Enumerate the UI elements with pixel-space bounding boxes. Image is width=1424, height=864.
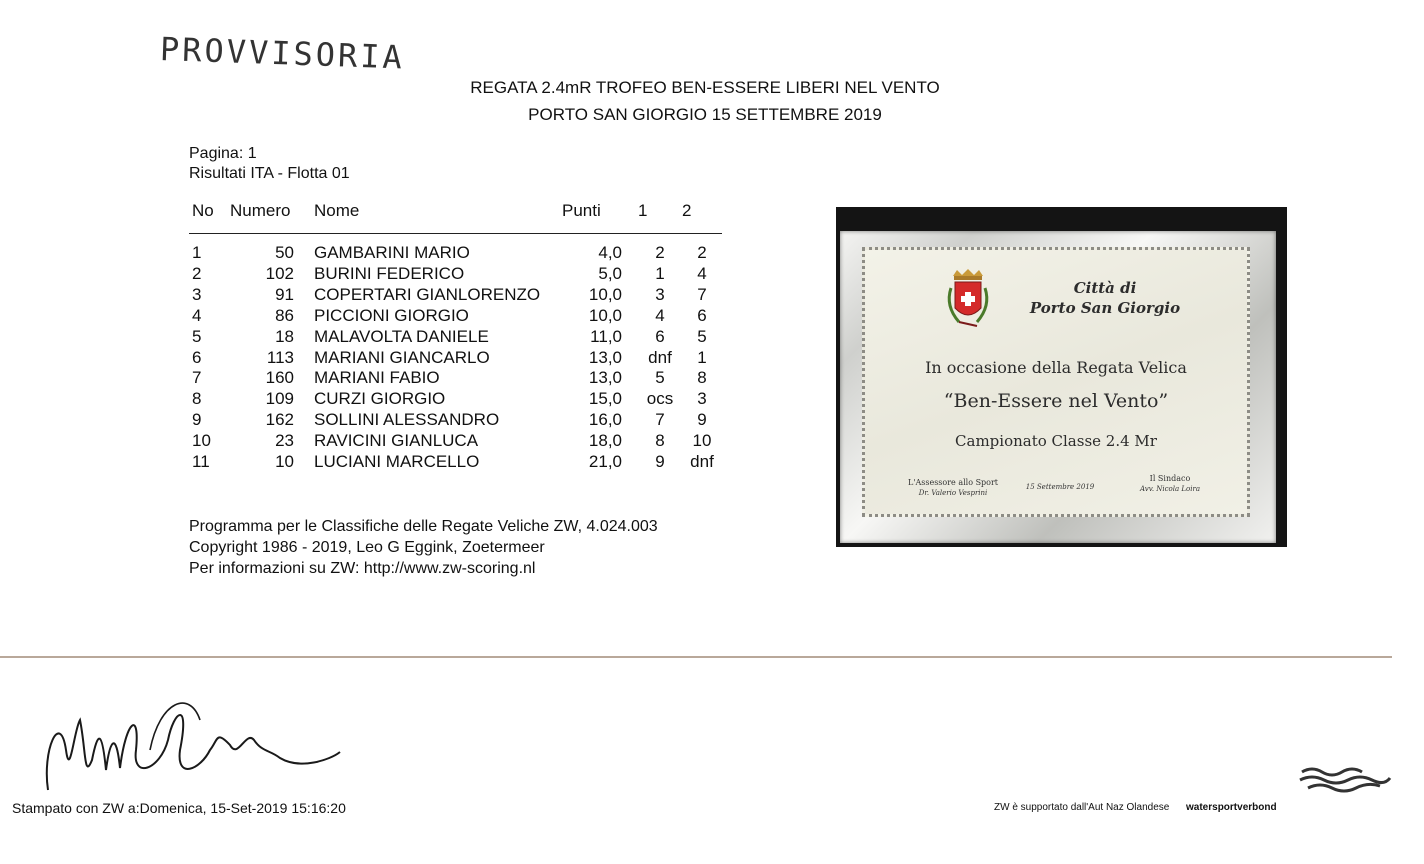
cell-no: 5 xyxy=(192,326,202,346)
cell-no: 7 xyxy=(192,368,202,388)
plaque-assessore-name: Dr. Valerio Vesprini xyxy=(918,489,988,497)
cell-no: 8 xyxy=(192,389,202,409)
cell-no: 11 xyxy=(192,452,210,472)
table-row xyxy=(189,327,722,348)
copyright-notice: Copyright 1986 - 2019, Leo G Eggink, Zoetermeer xyxy=(189,539,545,556)
cell-numero: 91 xyxy=(275,284,294,304)
table-row xyxy=(189,368,722,389)
signature-icon xyxy=(40,690,350,800)
plaque-assessore-title: L'Assessore allo Sport xyxy=(907,478,999,487)
plaque-inner-plate xyxy=(862,247,1250,517)
plaque-sindaco-name: Avv. Nicola Loira xyxy=(1139,485,1201,493)
cell-nome: COPERTARI GIANLORENZO xyxy=(314,284,541,304)
cell-no: 3 xyxy=(192,284,202,304)
cell-no: 10 xyxy=(192,431,211,451)
table-row xyxy=(189,452,722,473)
cell-race-1: 7 xyxy=(655,410,665,430)
plaque-occasion: In occasione della Regata Velica xyxy=(925,358,1187,377)
table-header-row xyxy=(189,201,722,234)
table-row xyxy=(189,285,722,306)
cell-nome: PICCIONI GIORGIO xyxy=(314,305,469,325)
page-number: Pagina: 1 xyxy=(189,145,257,162)
coat-of-arms-icon xyxy=(943,268,993,334)
cell-nome: LUCIANI MARCELLO xyxy=(314,452,480,472)
plaque-silver-frame xyxy=(840,231,1276,543)
table-row xyxy=(189,410,722,431)
handwritten-provisional-note: PROVVISORIA xyxy=(159,30,406,77)
cell-punti: 21,0 xyxy=(588,452,622,472)
cell-punti: 13,0 xyxy=(588,368,622,388)
table-row xyxy=(189,348,722,369)
results-table xyxy=(189,201,722,473)
cell-numero: 109 xyxy=(265,389,294,409)
watersportverbond-logo-icon xyxy=(1298,764,1394,794)
page-divider xyxy=(0,656,1392,658)
cell-race-2: 6 xyxy=(697,305,707,325)
cell-punti: 10,0 xyxy=(588,284,622,304)
cell-numero: 102 xyxy=(265,263,294,283)
header-no: No xyxy=(192,201,214,220)
plaque-city-line2: Porto San Giorgio xyxy=(1029,299,1181,317)
cell-race-1: 9 xyxy=(655,452,665,472)
cell-race-2: 10 xyxy=(692,431,712,451)
regatta-location-date: PORTO SAN GIORGIO 15 SETTEMBRE 2019 xyxy=(528,105,882,124)
cell-numero: 18 xyxy=(275,326,294,346)
cell-race-2: 2 xyxy=(697,243,707,262)
cell-race-2: 4 xyxy=(697,263,707,283)
cell-race-1: 1 xyxy=(655,263,665,283)
cell-race-2: 3 xyxy=(697,389,707,409)
cell-race-1: 4 xyxy=(655,305,665,325)
cell-nome: RAVICINI GIANLUCA xyxy=(314,431,479,451)
cell-no: 1 xyxy=(192,243,202,262)
cell-punti: 5,0 xyxy=(598,263,622,283)
cell-punti: 11,0 xyxy=(590,326,622,346)
cell-race-2: 9 xyxy=(697,410,707,430)
cell-nome: SOLLINI ALESSANDRO xyxy=(314,410,500,430)
support-text: ZW è supportato dall'Aut Naz Olandese xyxy=(994,802,1170,813)
cell-punti: 4,0 xyxy=(598,243,622,262)
plaque-date: 15 Settembre 2019 xyxy=(1025,483,1095,491)
table-row xyxy=(189,234,722,264)
cell-nome: CURZI GIORGIO xyxy=(314,389,446,409)
support-brand: watersportverbond xyxy=(1186,802,1277,813)
cell-race-1: dnf xyxy=(648,347,672,367)
cell-race-2: 7 xyxy=(697,284,707,304)
cell-punti: 16,0 xyxy=(588,410,622,430)
plaque-city xyxy=(1015,278,1195,318)
cell-punti: 13,0 xyxy=(588,347,622,367)
cell-numero: 160 xyxy=(265,368,294,388)
printed-timestamp: Stampato con ZW a:Domenica, 15-Set-2019 15:16:20 xyxy=(12,800,346,816)
table-row xyxy=(189,389,722,410)
header-race-2: 2 xyxy=(682,201,692,220)
table-row xyxy=(189,431,722,452)
cell-numero: 50 xyxy=(275,243,294,262)
cell-race-1: 5 xyxy=(655,368,665,388)
plaque-sindaco-title: Il Sindaco xyxy=(1149,474,1191,483)
cell-no: 4 xyxy=(192,305,202,325)
cell-numero: 162 xyxy=(265,410,294,430)
table-row xyxy=(189,306,722,327)
cell-no: 2 xyxy=(192,263,202,283)
table-row xyxy=(189,264,722,285)
cell-race-1: 2 xyxy=(655,243,665,262)
cell-numero: 23 xyxy=(275,431,294,451)
cell-race-2: dnf xyxy=(690,452,714,472)
cell-numero: 10 xyxy=(275,452,294,472)
cell-nome: MALAVOLTA DANIELE xyxy=(314,326,489,346)
cell-punti: 18,0 xyxy=(588,431,622,451)
cell-no: 9 xyxy=(192,410,202,430)
cell-race-1: 8 xyxy=(655,431,665,451)
cell-nome: GAMBARINI MARIO xyxy=(314,243,470,262)
info-link-line: Per informazioni su ZW: http://www.zw-scoring.nl xyxy=(189,560,536,577)
cell-nome: MARIANI GIANCARLO xyxy=(314,347,490,367)
results-fleet-label: Risultati ITA - Flotta 01 xyxy=(189,165,350,182)
header-punti: Punti xyxy=(562,201,601,220)
plaque-assessore xyxy=(893,478,1013,498)
cell-nome: MARIANI FABIO xyxy=(314,368,440,388)
cell-race-1: ocs xyxy=(646,389,674,409)
cell-race-2: 8 xyxy=(697,368,707,388)
cell-no: 6 xyxy=(192,347,202,367)
award-plaque-photo xyxy=(836,207,1287,547)
cell-punti: 10,0 xyxy=(588,305,622,325)
cell-punti: 15,0 xyxy=(588,389,622,409)
results-body xyxy=(189,234,722,473)
support-credit xyxy=(994,802,1277,813)
plaque-event-name: “Ben-Essere nel Vento” xyxy=(943,390,1169,412)
cell-nome: BURINI FEDERICO xyxy=(314,263,465,283)
cell-race-2: 5 xyxy=(697,326,707,346)
plaque-city-line1: Città di xyxy=(1073,279,1137,297)
program-credit: Programma per le Classifiche delle Regate Veliche ZW, 4.024.003 xyxy=(189,518,658,535)
header-numero: Numero xyxy=(230,201,291,220)
cell-race-2: 1 xyxy=(697,347,707,367)
header-nome: Nome xyxy=(314,201,360,220)
cell-numero: 86 xyxy=(275,305,294,325)
cell-race-1: 6 xyxy=(655,326,665,346)
cell-numero: 113 xyxy=(266,347,294,367)
regatta-title: REGATA 2.4mR TROFEO BEN-ESSERE LIBERI NEL VENTO xyxy=(470,78,940,97)
plaque-sindaco xyxy=(1115,474,1225,494)
header-race-1: 1 xyxy=(638,201,648,220)
plaque-championship: Campionato Classe 2.4 Mr xyxy=(955,432,1157,450)
cell-race-1: 3 xyxy=(655,284,665,304)
